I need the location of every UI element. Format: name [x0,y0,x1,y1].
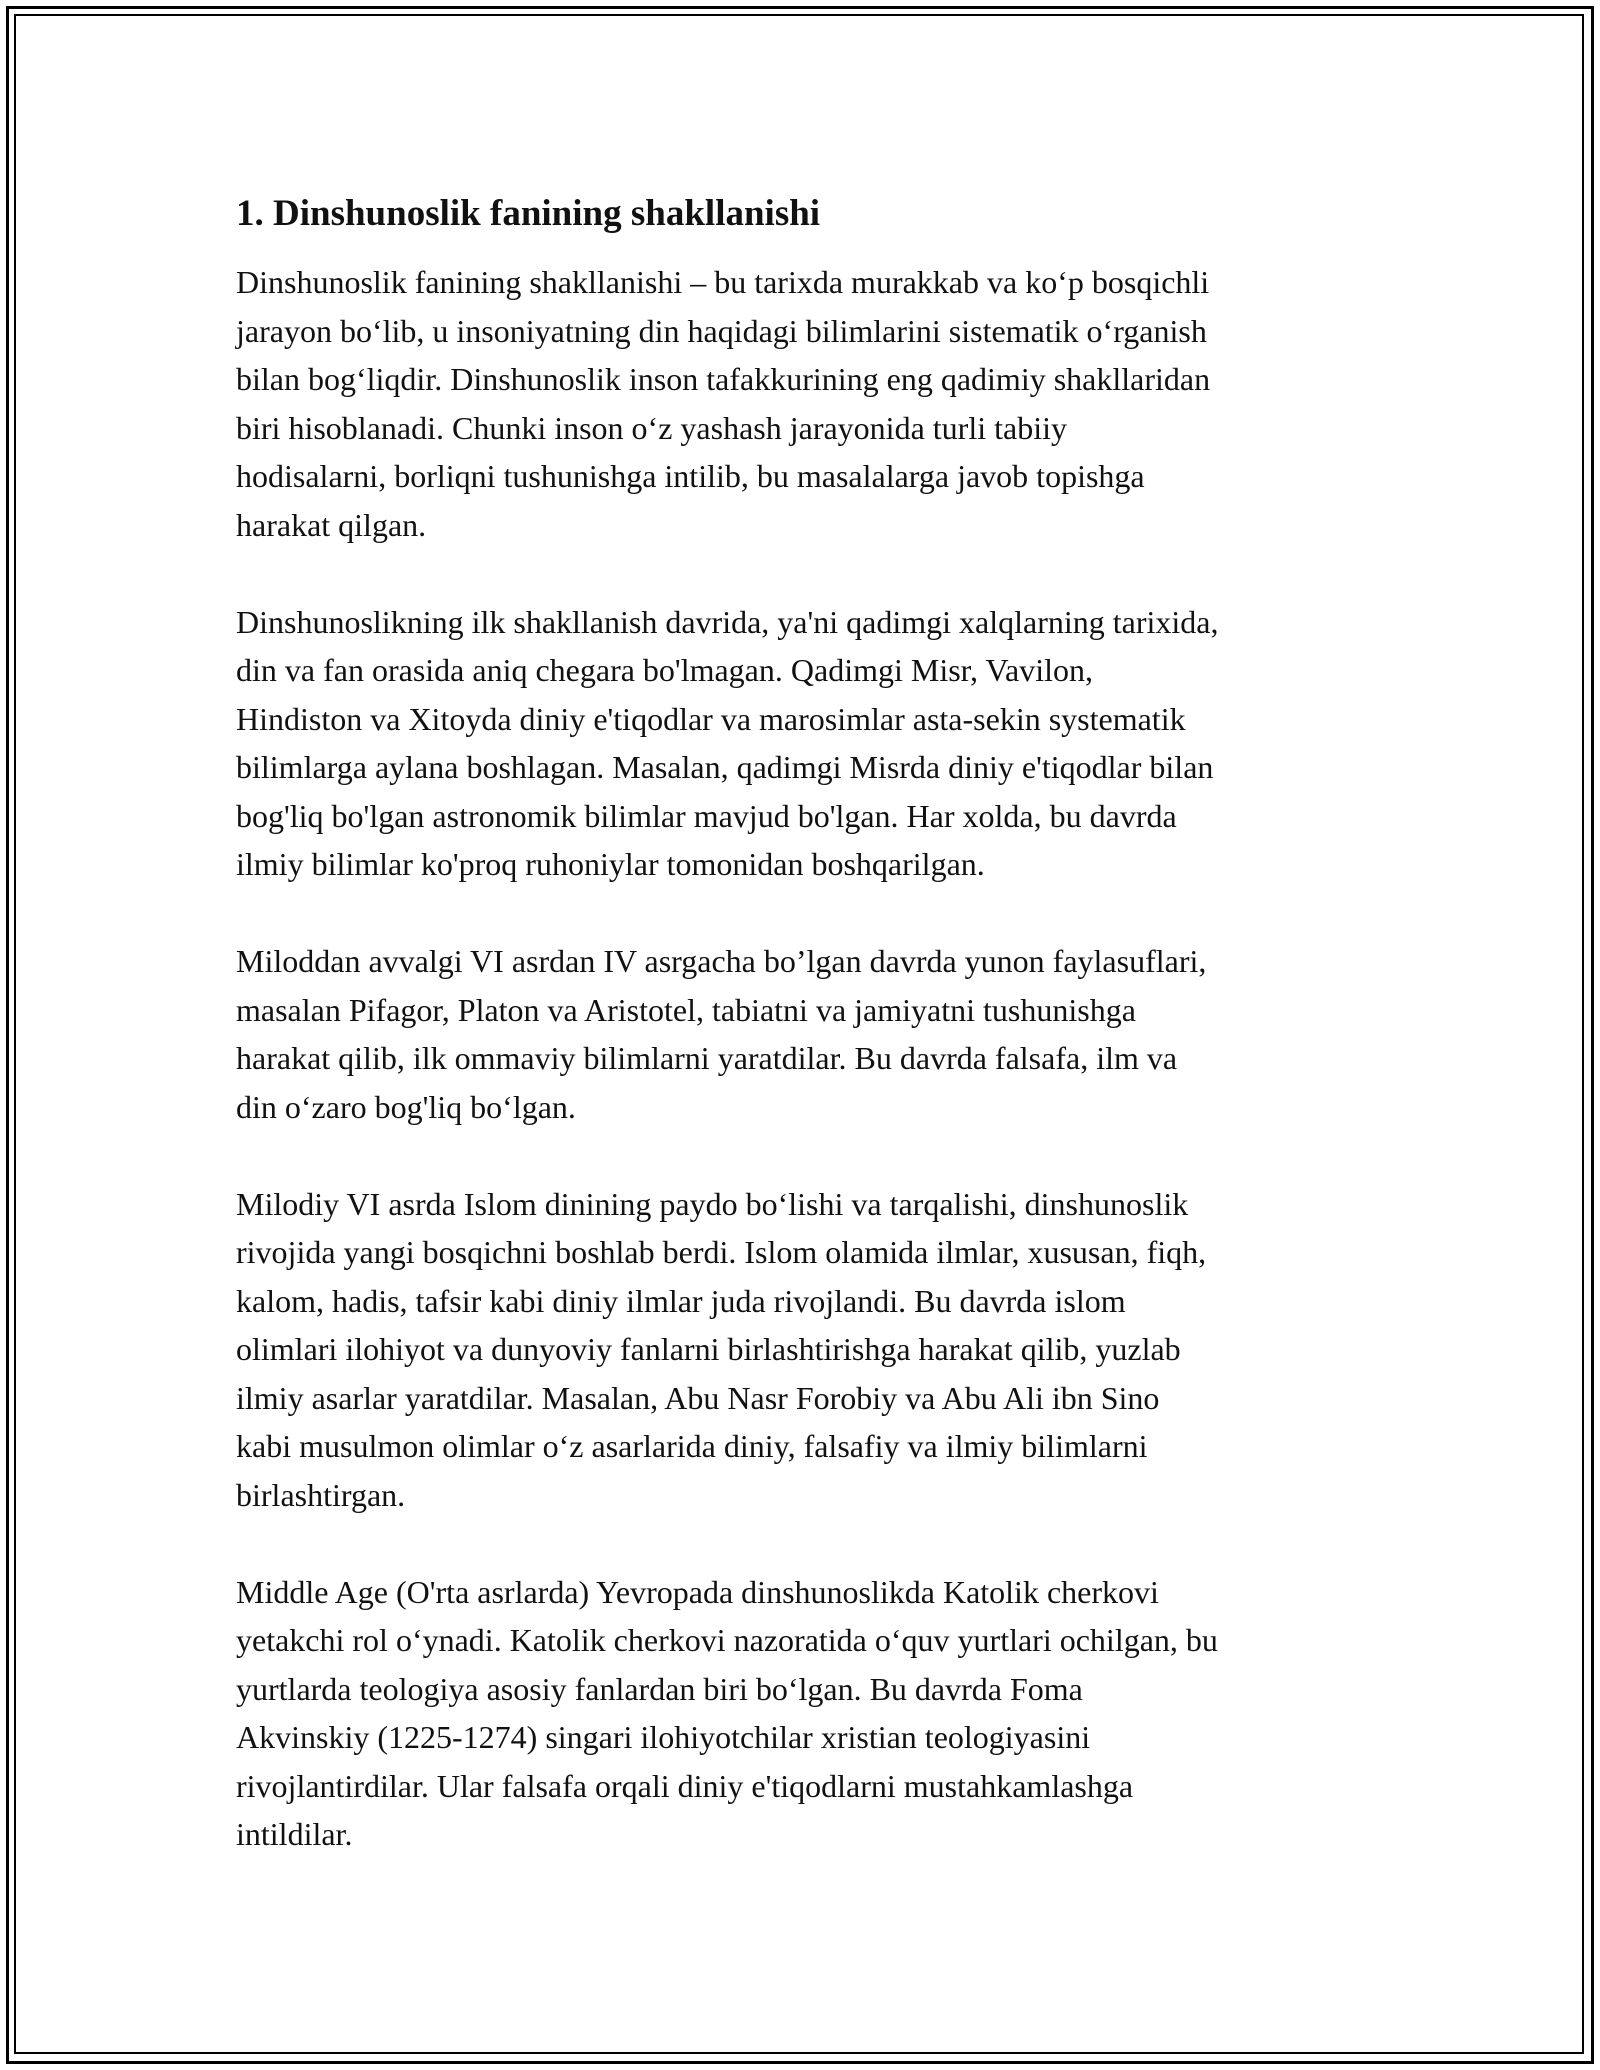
paragraph-4: Milodiy VI asrda Islom dinining paydo bo‘lishi va tarqalishi, dinshunoslik rivojida yangi bosqichni boshlab berdi. Islom olamida ilmlar, xususan, fiqh, kalom, hadis, tafsir kabi diniy ilmlar juda rivojlandi. Bu davrda islom olimlari ilohiyot va dunyoviy fanlarni birlashtirishga harakat qilib, yuzlab ilmiy asarlar yaratdilar. Masalan, Abu Nasr Forobiy va Abu Ali ibn Sino kabi musulmon olimlar o‘z asarlarida diniy, falsafiy va ilmiy bilimlarni birlashtirgan. [236,1185,1207,1513]
page-title: 1. Dinshunoslik fanining shakllanishi [236,193,821,234]
paragraph-3: Miloddan avvalgi VI asrdan IV asrgacha bo’lgan davrda yunon faylasuflari, masalan Pifagor, Platon va Aristotel, tabiatni va jamiyatni tushunishga harakat qilib, ilk ommaviy bilimlarni yaratdilar. Bu davrda falsafa, ilm va din o‘zaro bog'liq bo‘lgan. [236,943,1207,1125]
paragraph-5: Middle Age (O'rta asrlarda) Yevropada dinshunoslikda Katolik cherkovi yetakchi rol o‘ynadi. Katolik cherkovi nazoratida o‘quv yurtlari ochilgan, bu yurtlarda teologiya asosiy fanlardan biri bo‘lgan. Bu davrda Foma Akvinskiy (1225-1274) singari ilohiyotchilar xristian teologiyasini rivojlantirdilar. Ular falsafa orqali diniy e'tiqodlarni mustahkamlashga intildilar. [236,1573,1218,1852]
paragraph-1: Dinshunoslik fanining shakllanishi – bu tarixda murakkab va ko‘p bosqichli jarayon bo‘lib, u insoniyatning din haqidagi bilimlarini sistematik o‘rganish bilan bog‘liqdir. Dinshunoslik inson tafakkurining eng qadimiy shakllaridan biri hisoblanadi. Chunki inson o‘z yashash jarayonida turli tabiiy hodisalarni, borliqni tushunishga intilib, bu masalalarga javob topishga harakat qilgan. [236,264,1211,543]
document-body [236,190,1376,1907]
paragraph-2: Dinshunoslikning ilk shakllanish davrida, ya'ni qadimgi xalqlarning tarixida, din va fan orasida aniq chegara bo'lmagan. Qadimgi Misr, Vavilon, Hindiston va Xitoyda diniy e'tiqodlar va marosimlar asta-sekin systematik bilimlarga aylana boshlagan. Masalan, qadimgi Misrda diniy e'tiqodlar bilan bog'liq bo'lgan astronomik bilimlar mavjud bo'lgan. Har xolda, bu davrda ilmiy bilimlar ko'proq ruhoniylar tomonidan boshqarilgan. [236,603,1219,882]
